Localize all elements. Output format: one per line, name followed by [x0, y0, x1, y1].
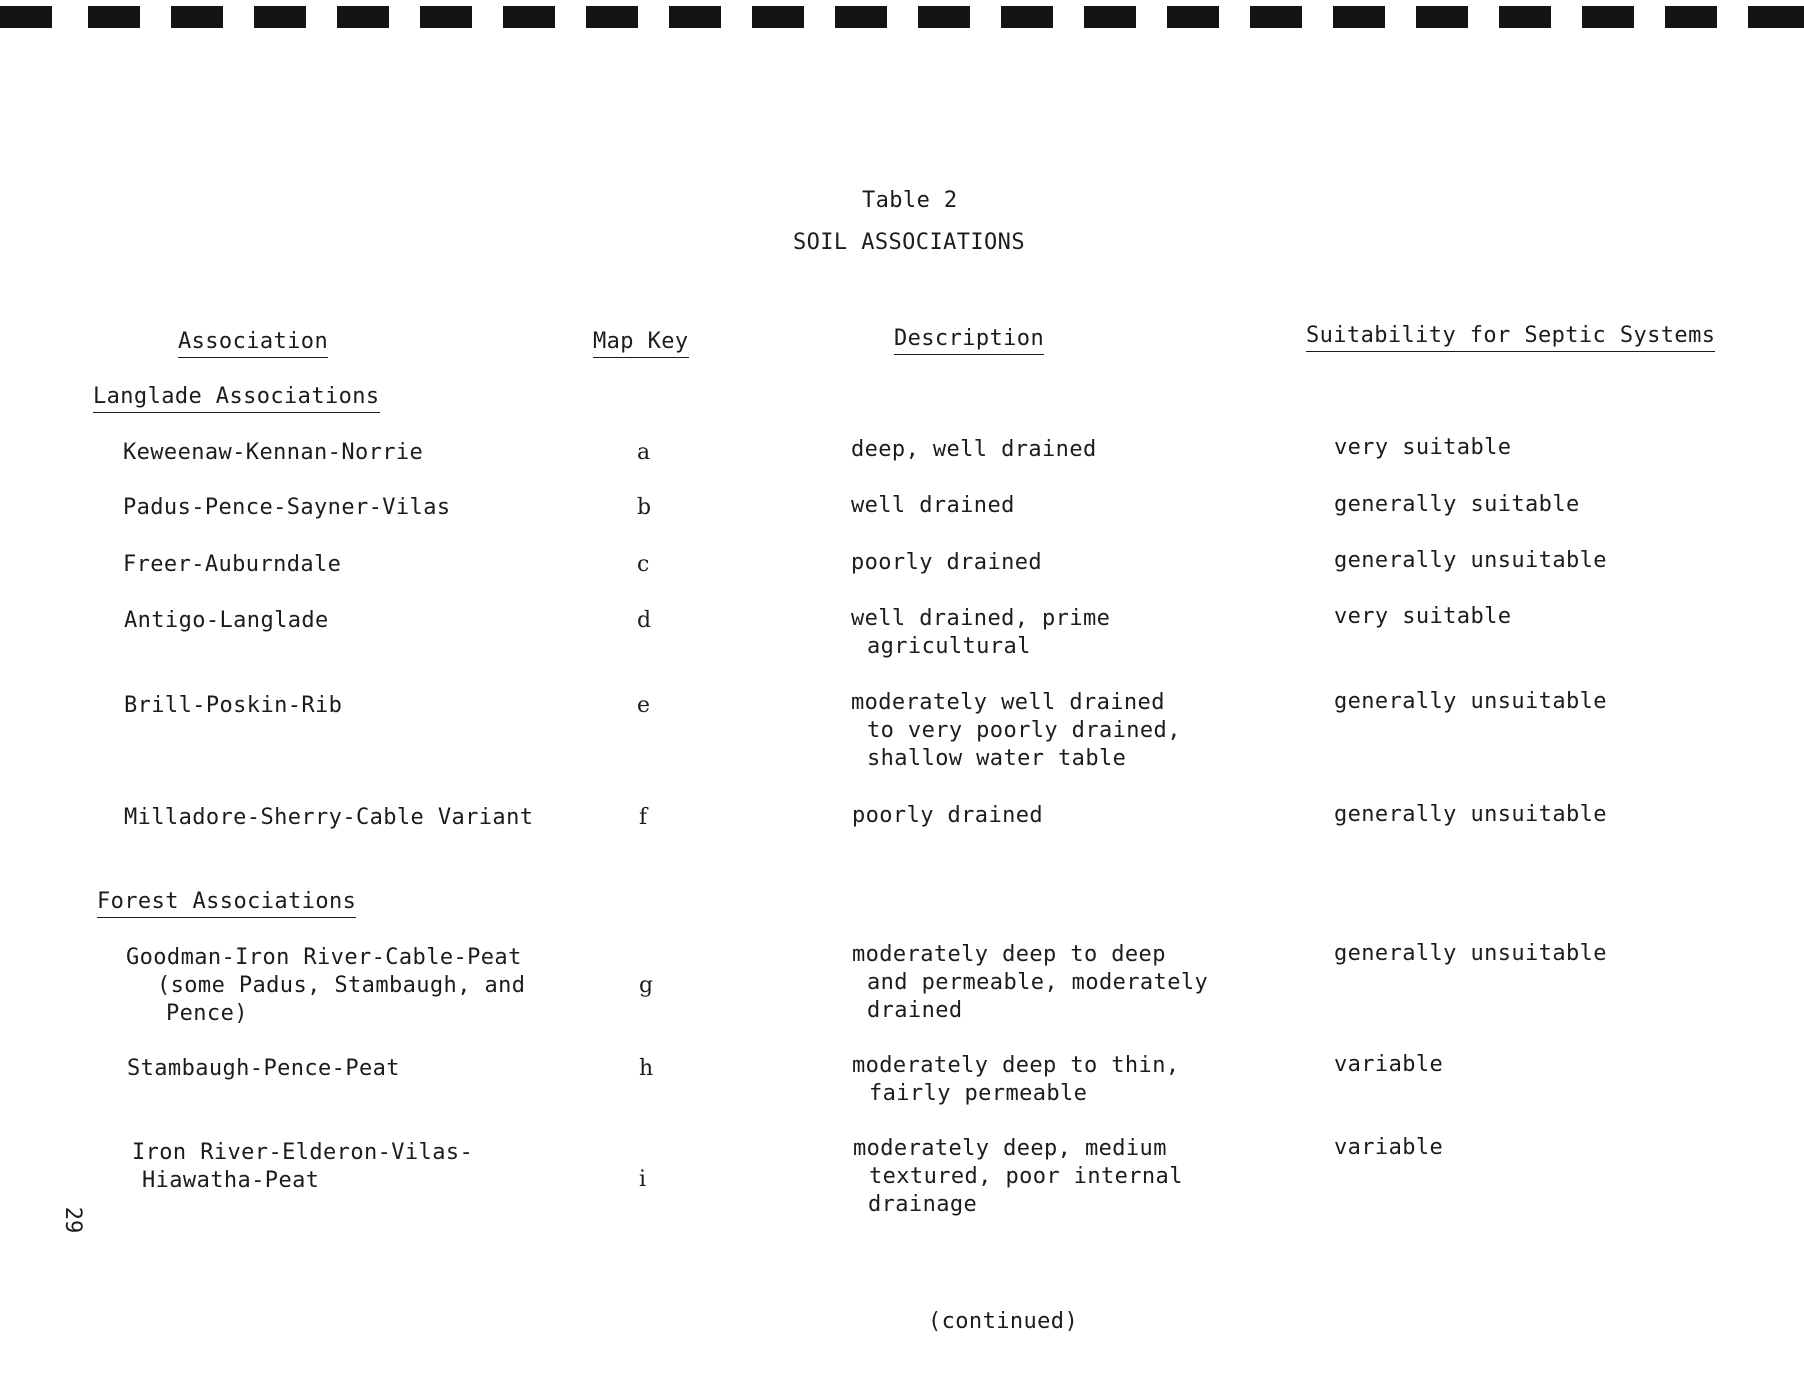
binding-hole — [835, 6, 887, 28]
binding-hole — [88, 6, 140, 28]
description-text: and permeable, moderately — [867, 970, 1209, 995]
description-text: moderately deep to deep — [852, 942, 1166, 967]
header-suitability: Suitability for Septic Systems — [1306, 322, 1715, 352]
binding-hole — [337, 6, 389, 28]
binding-hole — [669, 6, 721, 28]
association-name: Keweenaw-Kennan-Norrie — [123, 440, 424, 465]
suitability-text: very suitable — [1334, 435, 1512, 460]
description-text: drained — [867, 998, 963, 1023]
suitability-text: generally unsuitable — [1334, 802, 1607, 827]
map-key: f — [639, 805, 648, 830]
description-text: agricultural — [867, 634, 1031, 659]
table-title: SOIL ASSOCIATIONS — [793, 230, 1025, 255]
binding-hole — [1333, 6, 1385, 28]
description-text: poorly drained — [852, 803, 1044, 828]
description-text: well drained, prime — [851, 606, 1111, 631]
header-description: Description — [894, 325, 1044, 355]
binding-hole — [586, 6, 638, 28]
binding-strip — [0, 6, 1804, 30]
binding-hole — [503, 6, 555, 28]
association-name: Hiawatha-Peat — [142, 1168, 320, 1193]
description-text: to very poorly drained, — [867, 718, 1181, 743]
association-name: Padus-Pence-Sayner-Vilas — [123, 495, 451, 520]
description-text: drainage — [868, 1192, 978, 1217]
description-text: moderately deep to thin, — [852, 1053, 1180, 1078]
binding-hole — [0, 6, 52, 28]
map-key: i — [639, 1167, 647, 1192]
binding-hole — [1665, 6, 1717, 28]
description-text: moderately well drained — [851, 690, 1165, 715]
description-text: shallow water table — [867, 746, 1127, 771]
suitability-text: very suitable — [1334, 604, 1512, 629]
map-key: h — [639, 1056, 654, 1081]
header-association: Association — [178, 328, 328, 358]
continued-note: (continued) — [928, 1309, 1079, 1334]
binding-hole — [420, 6, 472, 28]
map-key: a — [637, 440, 651, 465]
binding-hole — [1416, 6, 1468, 28]
binding-hole — [1001, 6, 1053, 28]
header-map-key: Map Key — [593, 328, 689, 358]
suitability-text: variable — [1334, 1052, 1444, 1077]
association-name: Freer-Auburndale — [123, 552, 342, 577]
association-name: Pence) — [166, 1001, 248, 1026]
suitability-text: generally suitable — [1334, 492, 1580, 517]
binding-hole — [1582, 6, 1634, 28]
map-key: b — [637, 495, 652, 520]
binding-hole — [918, 6, 970, 28]
association-name: Milladore-Sherry-Cable Variant — [124, 805, 534, 830]
binding-hole — [1499, 6, 1551, 28]
binding-hole — [752, 6, 804, 28]
association-name: (some Padus, Stambaugh, and — [157, 973, 526, 998]
description-text: deep, well drained — [851, 437, 1097, 462]
suitability-text: generally unsuitable — [1334, 548, 1607, 573]
association-name: Antigo-Langlade — [124, 608, 329, 633]
description-text: textured, poor internal — [869, 1164, 1183, 1189]
map-key: d — [637, 608, 652, 633]
binding-hole — [254, 6, 306, 28]
map-key: c — [637, 552, 650, 577]
description-text: well drained — [851, 493, 1015, 518]
page-number: 29 — [60, 1206, 85, 1234]
suitability-text: generally unsuitable — [1334, 941, 1607, 966]
group-heading-forest: Forest Associations — [97, 888, 356, 918]
binding-hole — [1748, 6, 1804, 28]
association-name: Goodman-Iron River-Cable-Peat — [126, 945, 522, 970]
binding-hole — [171, 6, 223, 28]
binding-hole — [1250, 6, 1302, 28]
association-name: Stambaugh-Pence-Peat — [127, 1056, 400, 1081]
map-key: e — [637, 693, 651, 718]
description-text: poorly drained — [851, 550, 1043, 575]
description-text: fairly permeable — [869, 1081, 1088, 1106]
description-text: moderately deep, medium — [853, 1136, 1167, 1161]
table-number: Table 2 — [862, 188, 958, 213]
group-heading-langlade: Langlade Associations — [93, 383, 380, 413]
association-name: Iron River-Elderon-Vilas- — [132, 1140, 474, 1165]
map-key: g — [639, 973, 654, 998]
binding-hole — [1084, 6, 1136, 28]
suitability-text: generally unsuitable — [1334, 689, 1607, 714]
binding-hole — [1167, 6, 1219, 28]
association-name: Brill-Poskin-Rib — [124, 693, 343, 718]
suitability-text: variable — [1334, 1135, 1444, 1160]
